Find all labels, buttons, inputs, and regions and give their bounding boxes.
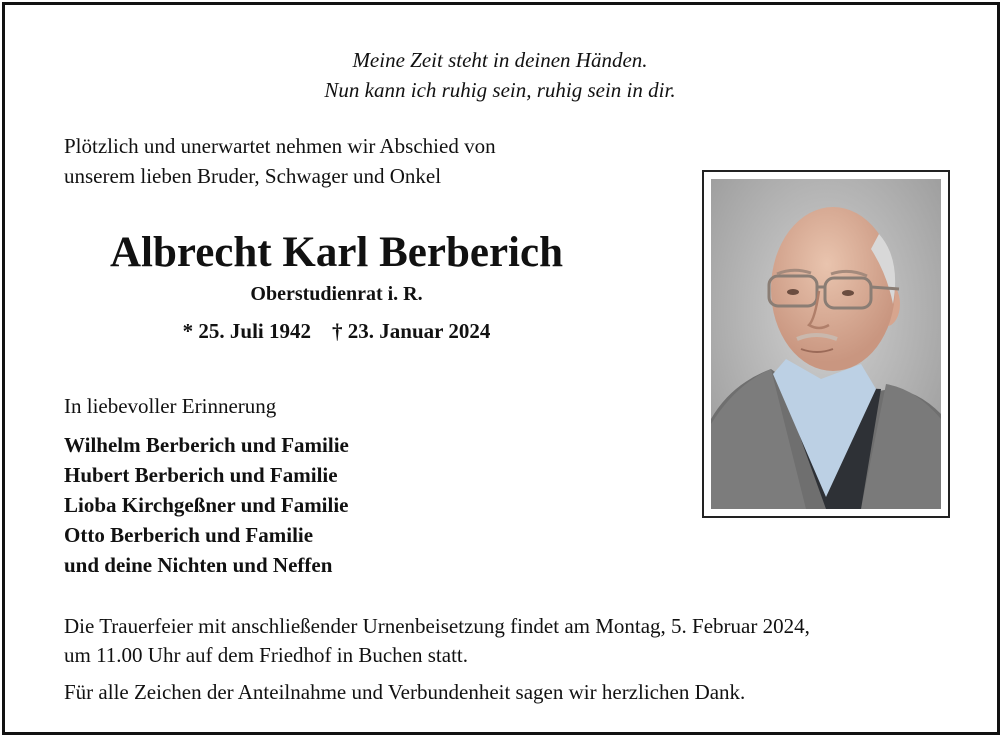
intro-line-2: unserem lieben Bruder, Schwager und Onkel (64, 164, 442, 188)
remembrance-line: In liebevoller Erinnerung (64, 394, 277, 418)
portrait-image (711, 179, 941, 509)
quote-line-2: Nun kann ich ruhig sein, ruhig sein in dir. (324, 78, 676, 102)
family-member: und deine Nichten und Neffen (64, 553, 333, 577)
family-list (64, 430, 349, 580)
family-member: Wilhelm Berberich und Familie (64, 433, 349, 457)
thanks-line: Für alle Zeichen der Anteilnahme und Verbundenheit sagen wir herzlichen Dank. (64, 680, 746, 704)
ceremony-line-2: um 11.00 Uhr auf dem Friedhof in Buchen statt. (64, 643, 468, 667)
life-dates: * 25. Juli 1942 † 23. Januar 2024 (182, 319, 491, 343)
deceased-title: Oberstudienrat i. R. (250, 283, 423, 305)
family-member: Hubert Berberich und Familie (64, 463, 338, 487)
family-member: Lioba Kirchgeßner und Familie (64, 493, 349, 517)
portrait-photo (702, 170, 950, 518)
family-member: Otto Berberich und Familie (64, 523, 314, 547)
intro-line-1: Plötzlich und unerwartet nehmen wir Abschied von (64, 134, 496, 158)
ceremony-line-1: Die Trauerfeier mit anschließender Urnenbeisetzung findet am Montag, 5. Februar 2024, (64, 614, 810, 638)
deceased-name: Albrecht Karl Berberich (110, 229, 563, 276)
quote-line-1: Meine Zeit steht in deinen Händen. (352, 48, 648, 72)
